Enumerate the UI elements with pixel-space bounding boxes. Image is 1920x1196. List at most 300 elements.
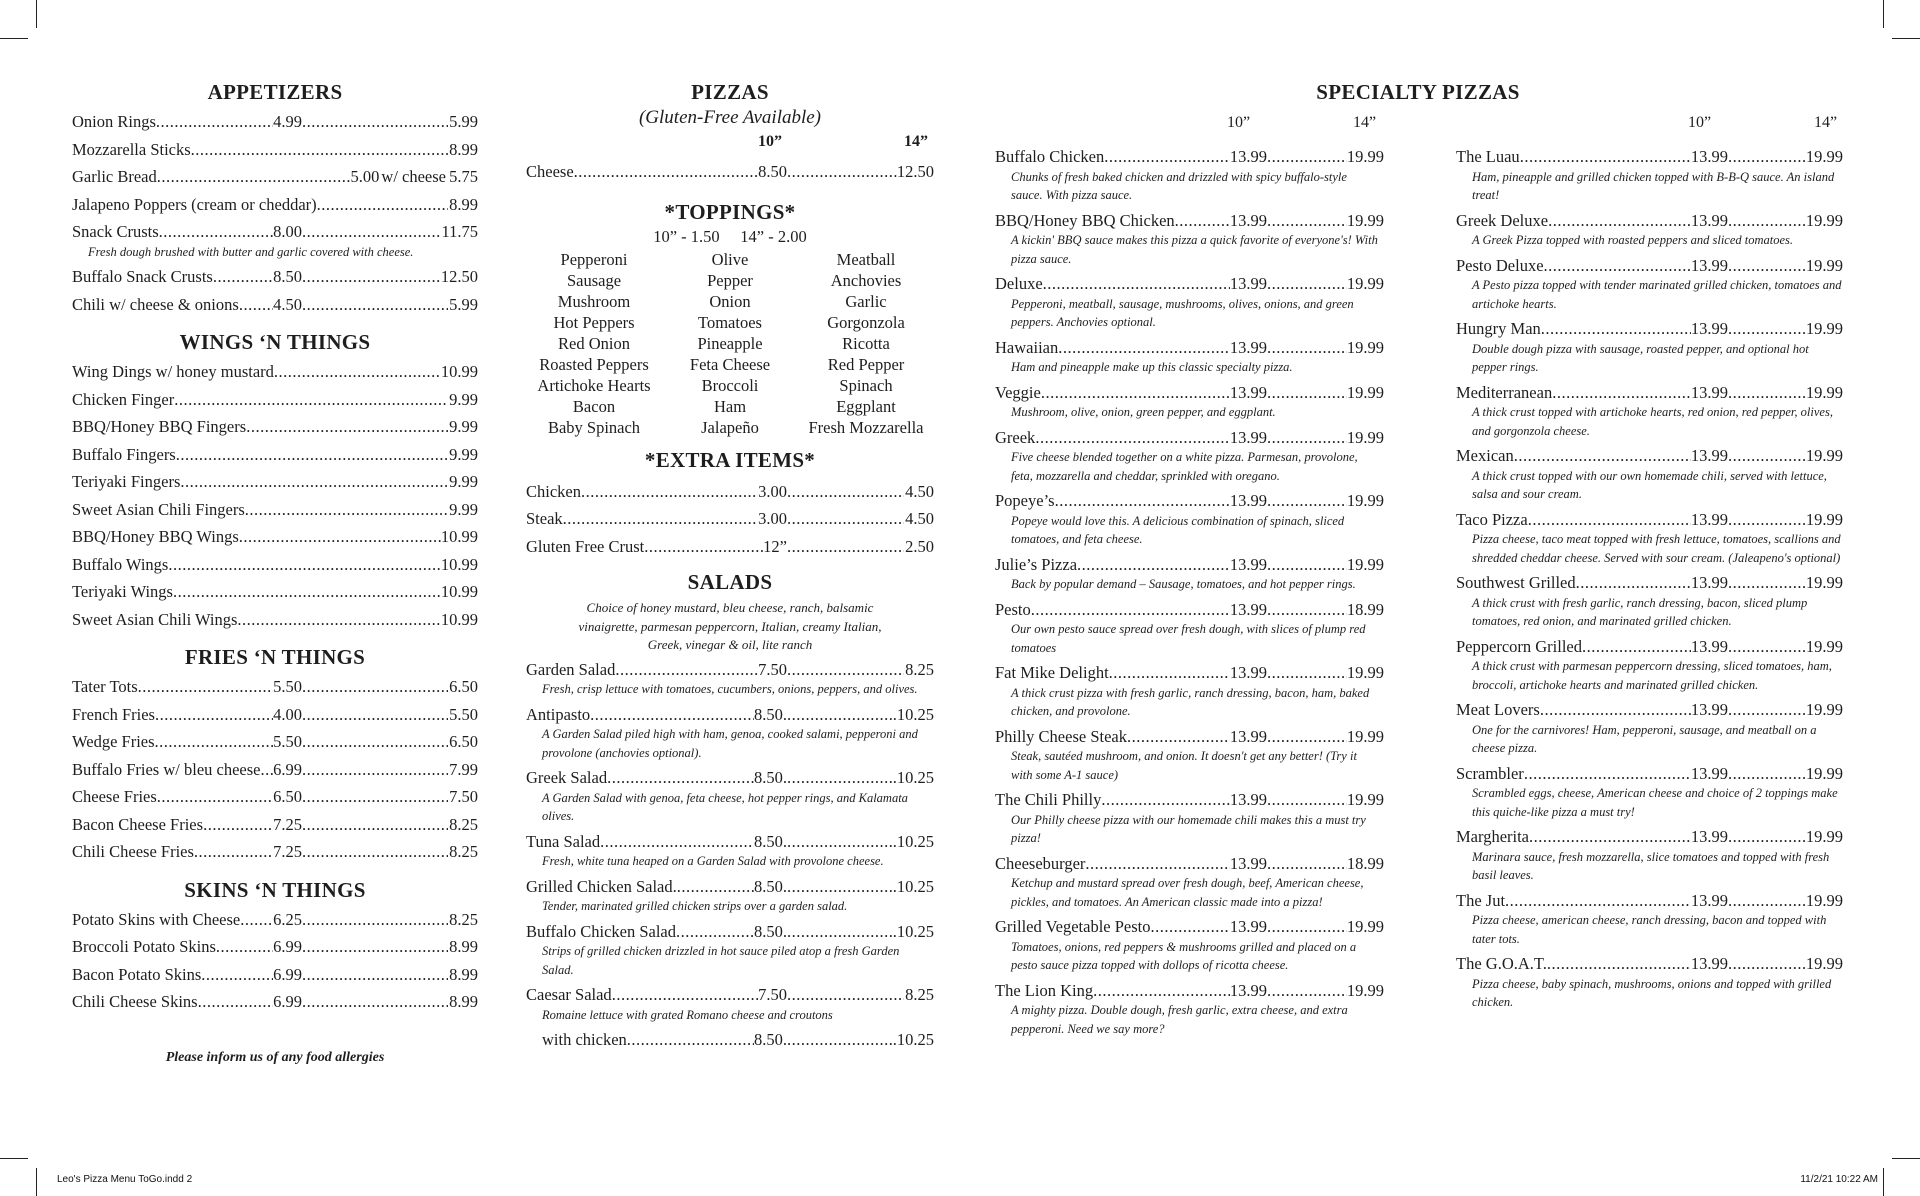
item-description: Five cheese blended together on a white pizza. Parmesan, provolone, feta, mozzarella and cheddar, sprinkled with oregano. — [1011, 450, 1358, 483]
item-name: Southwest Grilled — [1456, 573, 1576, 592]
section-title-extras: *EXTRA ITEMS* — [644, 447, 816, 472]
menu-item — [72, 934, 478, 961]
price-small: 13.99 — [1690, 446, 1728, 465]
menu-item-row — [72, 579, 478, 606]
specialty-left-list — [995, 144, 1384, 1038]
dot-leader — [302, 907, 448, 934]
price-small: 5.00 — [350, 167, 380, 186]
dot-leader — [1728, 144, 1806, 171]
menu-item — [72, 839, 478, 866]
section-title-salads: SALADS — [687, 570, 773, 594]
price-small: 13.99 — [1229, 980, 1267, 1000]
size-small-label: 10” — [758, 133, 782, 150]
price-large: 19.99 — [1805, 954, 1843, 973]
dot-leader — [239, 524, 441, 551]
menu-item — [995, 488, 1384, 549]
price-large: 8.25 — [905, 659, 934, 679]
topping-item: Onion — [709, 291, 751, 311]
menu-item — [72, 137, 478, 164]
price-small: 13.99 — [1690, 636, 1728, 656]
price-small: 13.99 — [1229, 491, 1267, 510]
item-name: Tater Tots — [72, 677, 138, 696]
item-name: Wedge Fries — [72, 732, 155, 751]
item-name: Greek Deluxe — [1456, 210, 1549, 230]
topping-item: Feta Cheese — [689, 354, 771, 374]
menu-item-row — [72, 674, 478, 701]
price-small: 4.99 — [273, 112, 302, 131]
dot-leader — [1151, 914, 1230, 941]
section-title-skins: SKINS ‘N THINGS — [184, 877, 366, 902]
dot-leader — [260, 757, 273, 784]
menu-item-row — [1456, 697, 1843, 724]
dot-leader — [787, 479, 904, 506]
crop-mark — [0, 1158, 28, 1159]
dot-leader — [173, 579, 441, 606]
item-description: Ham and pineapple make up this classic specialty pizza. — [1011, 360, 1293, 374]
wings-list — [72, 359, 478, 633]
price-large: 9.99 — [449, 389, 478, 409]
menu-item — [1456, 144, 1843, 205]
dot-leader — [1728, 951, 1806, 978]
dot-leader — [1728, 443, 1806, 470]
item-description: A thick crust with fresh garlic, ranch dressing, bacon, sliced plump tomatoes, red onion, and marinated grilled chicken. — [1472, 595, 1808, 628]
price-small: 8.00 — [273, 222, 302, 241]
price-large: 12.50 — [896, 162, 934, 181]
menu-item — [72, 757, 478, 784]
item-name: Buffalo Chicken — [995, 147, 1105, 166]
price-small: 13.99 — [1690, 210, 1728, 230]
menu-item-row — [72, 192, 478, 219]
price-small: 13.99 — [1690, 319, 1728, 338]
dot-leader — [1101, 787, 1230, 814]
price-large: 7.99 — [449, 759, 478, 779]
item-description: Ham, pineapple and grilled chicken topped with B-B-Q sauce. An island treat! — [1472, 169, 1835, 202]
item-name: Bacon Potato Skins — [72, 964, 202, 984]
item-name: Antipasto — [526, 704, 591, 724]
item-name: Hawaiian — [995, 337, 1059, 357]
allergy-note: Please inform us of any food allergies — [165, 1049, 385, 1065]
menu-item — [995, 425, 1384, 486]
menu-item — [72, 387, 478, 414]
price-small: 8.50. — [754, 831, 787, 851]
topping-item: Sausage — [566, 270, 622, 290]
menu-item — [72, 442, 478, 469]
item-name: Sweet Asian Chili Wings — [72, 609, 238, 629]
price-large: 19.99 — [1805, 382, 1843, 402]
item-name: Peppercorn Grilled — [1456, 636, 1582, 656]
price-small: 5.50 — [273, 732, 302, 751]
topping-item: Red Onion — [558, 333, 630, 353]
menu-item — [1456, 443, 1843, 504]
item-name: Pesto Deluxe — [1456, 255, 1544, 275]
crop-mark — [1892, 38, 1920, 39]
dot-leader — [157, 784, 273, 811]
item-name: Taco Pizza — [1456, 509, 1528, 529]
dot-leader — [155, 729, 274, 756]
price-large: 8.25 — [449, 814, 478, 834]
menu-item — [995, 724, 1384, 785]
dot-leader — [1540, 697, 1691, 724]
item-description: A thick crust pizza with fresh garlic, ranch dressing, bacon, ham, baked chicken, and provolone. — [1011, 685, 1370, 718]
menu-item — [1456, 380, 1843, 441]
item-description: A thick crust topped with our own homemade chili, served with lettuce, salsa and sour cream. — [1472, 468, 1827, 501]
dot-leader — [1529, 824, 1691, 851]
item-name: Chili Cheese Skins — [72, 992, 198, 1011]
item-name: Potato Skins with Cheese — [72, 909, 241, 929]
price-large: .10.25 — [892, 768, 934, 787]
dot-leader — [1514, 443, 1691, 470]
dot-leader — [787, 982, 904, 1009]
item-name: Greek — [995, 427, 1036, 447]
item-description: Steak, sautéed mushroom, and onion. It doesn't get any better! (Try it with some A-1 sauce) — [1011, 749, 1357, 782]
item-name: Jalapeno Poppers (cream or cheddar) — [72, 194, 317, 214]
extras-list — [526, 479, 934, 561]
menu-item — [526, 479, 934, 506]
topping-item: Tomatoes — [698, 312, 762, 332]
price-small: 3.00 — [758, 481, 787, 501]
item-description: A Garden Salad piled high with ham, genoa, cooked salami, pepperoni and provolone (anchovies optional). — [542, 727, 918, 760]
topping-item: Spinach — [839, 375, 893, 395]
item-name: Garlic Bread — [72, 167, 157, 186]
menu-item-row — [72, 784, 478, 811]
menu-item — [995, 914, 1384, 975]
price-small: 7.50 — [758, 985, 787, 1004]
price-large: 19.99 — [1346, 663, 1384, 682]
menu-item-row — [72, 219, 478, 246]
price-large: 9.99 — [449, 444, 478, 464]
dot-leader — [1576, 570, 1691, 597]
menu-item-row — [995, 271, 1384, 298]
topping-item: Roasted Peppers — [539, 354, 649, 374]
menu-item-row — [995, 787, 1384, 814]
item-name: The G.O.A.T. — [1456, 954, 1547, 973]
item-name: Hungry Man — [1456, 319, 1541, 338]
menu-item-row — [526, 506, 934, 533]
item-description: Mushroom, olive, onion, green pepper, and eggplant. — [1011, 405, 1276, 419]
dot-leader — [191, 137, 448, 164]
price-small: 13.99 — [1229, 853, 1267, 873]
price-large: .10.25 — [892, 704, 934, 724]
menu-item-row — [72, 962, 478, 989]
item-description: Fresh, crisp lettuce with tomatoes, cucumbers, onions, peppers, and olives. — [542, 682, 918, 696]
topping-item: Olive — [711, 249, 749, 269]
item-name: Tuna Salad — [526, 831, 601, 851]
menu-item — [72, 607, 478, 634]
price-small: 3.00 — [758, 509, 787, 528]
menu-item-row — [526, 982, 934, 1009]
dot-leader — [302, 757, 448, 784]
dot-leader — [787, 159, 897, 186]
price-large: 19.99 — [1346, 427, 1384, 447]
item-name: Wing Dings w/ honey mustard — [72, 362, 274, 381]
price-small: 13.99 — [1229, 790, 1267, 809]
item-name: Cheese Fries — [72, 787, 157, 806]
menu-item — [995, 335, 1384, 377]
menu-item — [1456, 824, 1843, 885]
price-small: 6.25 — [273, 909, 302, 929]
item-name: Deluxe — [995, 274, 1043, 293]
menu-item-row — [72, 729, 478, 756]
price-large: 9.99 — [449, 472, 478, 491]
menu-item-row — [72, 607, 478, 634]
item-description: A mighty pizza. Double dough, fresh garlic, extra cheese, and extra pepperoni. Need we say more? — [1011, 1003, 1348, 1036]
item-name: Buffalo Wings — [72, 554, 169, 574]
dot-leader — [1267, 380, 1347, 407]
item-description: A kickin' BBQ sauce makes this pizza a quick favorite of everyone's! With pizza sauce. — [1011, 233, 1378, 266]
item-description: Pizza cheese, baby spinach, mushrooms, onions and topped with grilled chicken. — [1472, 976, 1832, 1009]
menu-item — [526, 829, 934, 871]
menu-item — [72, 359, 478, 386]
price-small: 13.99 — [1690, 763, 1728, 783]
topping-item: Bacon — [572, 396, 616, 416]
dot-leader — [612, 982, 758, 1009]
dot-leader — [138, 674, 273, 701]
menu-item-row — [72, 264, 478, 291]
topping-item: Eggplant — [836, 396, 896, 416]
price-small: 13.99 — [1690, 382, 1728, 402]
menu-item — [1456, 570, 1843, 631]
dot-leader — [201, 962, 273, 989]
pizzas-list — [526, 159, 934, 186]
crop-mark — [1883, 1168, 1884, 1196]
price-large: 18.99 — [1346, 853, 1384, 873]
specialty-left-column — [995, 114, 1384, 1041]
item-name: Chicken Finger — [72, 389, 175, 409]
item-name: French Fries — [72, 704, 155, 724]
menu-item — [72, 962, 478, 989]
item-name: Chili w/ cheese & onions — [72, 294, 239, 314]
column-pizzas — [526, 80, 934, 1055]
price-large: 19.99 — [1346, 491, 1384, 510]
dot-leader — [302, 812, 448, 839]
pizzas-subtitle: (Gluten-Free Available) — [638, 107, 822, 128]
menu-item — [1456, 253, 1843, 314]
price-small: 13.99 — [1229, 427, 1267, 447]
menu-item-row — [72, 497, 478, 524]
dot-leader — [317, 192, 448, 219]
price-large: 10.99 — [440, 582, 478, 601]
dot-leader — [1267, 660, 1347, 687]
price-large: .10.25 — [892, 1030, 934, 1049]
price-small: 13.99 — [1690, 890, 1728, 910]
menu-item-row — [72, 907, 478, 934]
price-large: 10.99 — [440, 527, 478, 546]
item-description: Tender, marinated grilled chicken strips over a garden salad. — [542, 899, 848, 913]
section-title-wings: WINGS ‘N THINGS — [179, 330, 371, 354]
price-large: 8.99 — [449, 937, 478, 956]
menu-item-row — [72, 469, 478, 496]
item-name: Cheeseburger — [995, 853, 1086, 873]
dot-leader — [1520, 144, 1691, 171]
price-large: 19.99 — [1346, 382, 1384, 402]
menu-item-row — [72, 812, 478, 839]
topping-item: Baby Spinach — [547, 417, 641, 437]
price-small: 12” — [763, 536, 787, 556]
price-small: 13.99 — [1229, 337, 1267, 357]
dot-leader — [157, 164, 351, 191]
menu-item — [72, 109, 478, 136]
topping-item: Garlic — [845, 291, 887, 311]
dot-leader — [159, 219, 274, 246]
price-large: .10.25 — [892, 921, 934, 941]
dot-leader — [787, 534, 904, 561]
menu-item — [1456, 634, 1843, 695]
item-name: Steak — [526, 509, 563, 528]
dot-leader — [239, 292, 273, 319]
dot-leader — [156, 109, 273, 136]
price-large: 19.99 — [1805, 636, 1843, 656]
topping-item: Ricotta — [842, 333, 890, 353]
item-name: Meat Lovers — [1456, 700, 1540, 719]
price-small: 13.99 — [1229, 554, 1267, 574]
price-large: 8.25 — [449, 909, 478, 929]
dot-leader — [168, 552, 441, 579]
menu-item — [526, 159, 934, 186]
topping-item: Ham — [713, 396, 747, 416]
price-large: 8.99 — [449, 992, 478, 1011]
price-large: 8.25 — [905, 985, 934, 1004]
menu-item — [72, 497, 478, 524]
menu-item — [72, 524, 478, 551]
menu-item-row — [72, 442, 478, 469]
menu-item-row — [72, 387, 478, 414]
section-title-appetizers: APPETIZERS — [207, 80, 343, 104]
menu-item-row — [72, 292, 478, 319]
menu-item — [72, 729, 478, 756]
item-name: Bacon Cheese Fries — [72, 814, 204, 834]
topping-item: Red Pepper — [827, 354, 905, 374]
menu-item — [1456, 761, 1843, 822]
price-large: 19.99 — [1346, 726, 1384, 746]
price-large: 19.99 — [1805, 210, 1843, 230]
item-description: Our own pesto sauce spread over fresh dough, with slices of plump red tomatoes — [1011, 622, 1366, 655]
column-appetizers — [72, 80, 478, 1066]
price-large: .10.25 — [892, 831, 934, 851]
price-large: 19.99 — [1805, 763, 1843, 783]
dot-leader — [1547, 951, 1691, 978]
item-description: Fresh dough brushed with butter and garlic covered with cheese. — [88, 244, 414, 259]
menu-item — [995, 380, 1384, 422]
item-description: Fresh, white tuna heaped on a Garden Salad with provolone cheese. — [542, 854, 884, 868]
price-small: 13.99 — [1229, 726, 1267, 746]
price-small: 13.99 — [1229, 382, 1267, 402]
item-name: Buffalo Fries w/ bleu cheese — [72, 759, 261, 779]
item-name: Fat Mike Delight — [995, 663, 1109, 682]
menu-item — [72, 812, 478, 839]
menu-item — [526, 702, 934, 763]
price-small: 4.00 — [273, 704, 302, 724]
item-name: Chili Cheese Fries — [72, 842, 194, 861]
dot-leader — [155, 702, 273, 729]
specialty-right-column — [1456, 114, 1843, 1015]
item-name: Julie’s Pizza — [995, 554, 1078, 574]
item-name: Mozzarella Sticks — [72, 139, 191, 159]
menu-item — [72, 579, 478, 606]
salad-dressing-note: Choice of honey mustard, bleu cheese, ranch, balsamic vinaigrette, parmesan peppercorn, Italian, creamy Italian, Greek, vinegar & oil, lite ranch — [578, 600, 882, 652]
item-name: Cheese — [526, 162, 574, 181]
price-small: 6.99 — [273, 937, 302, 956]
price-small: 13.99 — [1229, 599, 1267, 619]
menu-item-row — [995, 914, 1384, 941]
item-name: Buffalo Fingers — [72, 444, 176, 464]
menu-item-row — [72, 702, 478, 729]
menu-item-row — [72, 109, 478, 136]
menu-item — [1456, 316, 1843, 377]
dot-leader — [581, 479, 758, 506]
item-name: Mexican — [1456, 446, 1514, 465]
dot-leader — [787, 1027, 893, 1054]
menu-item-row — [526, 159, 934, 186]
dot-leader — [180, 469, 448, 496]
dot-leader — [302, 839, 448, 866]
menu-item — [72, 989, 478, 1016]
dot-leader — [563, 506, 758, 533]
item-name: Scrambler — [1456, 763, 1524, 783]
dot-leader — [302, 729, 448, 756]
price-small: 6.99 — [273, 992, 302, 1011]
topping-item: Jalapeño — [701, 417, 759, 437]
menu-item-row — [1456, 144, 1843, 171]
menu-item — [526, 765, 934, 826]
item-name: Margherita — [1456, 827, 1530, 846]
price-large: 19.99 — [1346, 554, 1384, 574]
price-large: 19.99 — [1346, 790, 1384, 809]
item-description: A Greek Pizza topped with roasted peppers and sliced tomatoes. — [1472, 233, 1794, 247]
price-small: 13.99 — [1229, 274, 1267, 293]
dot-leader — [1728, 570, 1806, 597]
price-small: 13.99 — [1690, 573, 1728, 592]
price-small: 7.25 — [273, 814, 302, 834]
topping-item: Hot Peppers — [553, 312, 635, 332]
price-small: 13.99 — [1690, 700, 1728, 719]
price-large: 12.50 — [440, 267, 478, 286]
menu-item-row — [72, 414, 478, 441]
item-description: Double dough pizza with sausage, roasted pepper, and optional hot pepper rings. — [1472, 341, 1809, 374]
item-description: Back by popular demand – Sausage, tomatoes, and hot pepper rings. — [1011, 577, 1356, 591]
dot-leader — [1267, 271, 1347, 298]
menu-item-row — [72, 839, 478, 866]
menu-item-row — [72, 524, 478, 551]
dot-leader — [1267, 144, 1347, 171]
menu-item — [1456, 888, 1843, 949]
menu-item — [1456, 507, 1843, 568]
price-large: 10.99 — [440, 554, 478, 574]
menu-item-row — [526, 765, 934, 792]
item-name: Caesar Salad — [526, 985, 612, 1004]
menu-item-row — [526, 479, 934, 506]
price-large: 8.25 — [449, 842, 478, 861]
dot-leader — [1043, 271, 1230, 298]
item-name: Greek Salad — [526, 768, 608, 787]
price-small: 13.99 — [1690, 509, 1728, 529]
price-small: 13.99 — [1229, 210, 1267, 230]
menu-item-row — [72, 359, 478, 386]
price-small: 13.99 — [1690, 954, 1728, 973]
dot-leader — [1728, 697, 1806, 724]
section-title-fries: FRIES ‘N THINGS — [184, 645, 366, 669]
dot-leader — [1267, 787, 1347, 814]
price-large: 5.99 — [449, 112, 478, 131]
topping-item: Meatball — [836, 249, 896, 269]
item-name: Popeye’s — [995, 491, 1055, 510]
item-description: Scrambled eggs, cheese, American cheese and choice of 2 toppings make this quiche-like pizza a must try! — [1472, 786, 1838, 819]
dot-leader — [1728, 316, 1806, 343]
item-description: Popeye would love this. A delicious combination of spinach, sliced tomatoes, and feta cheese. — [1011, 513, 1345, 546]
specialty-size-small-right: 10” — [1688, 114, 1712, 131]
price-small: 6.99 — [273, 759, 302, 779]
price-large: 19.99 — [1805, 255, 1843, 275]
price-small: 8.50 — [758, 162, 787, 181]
